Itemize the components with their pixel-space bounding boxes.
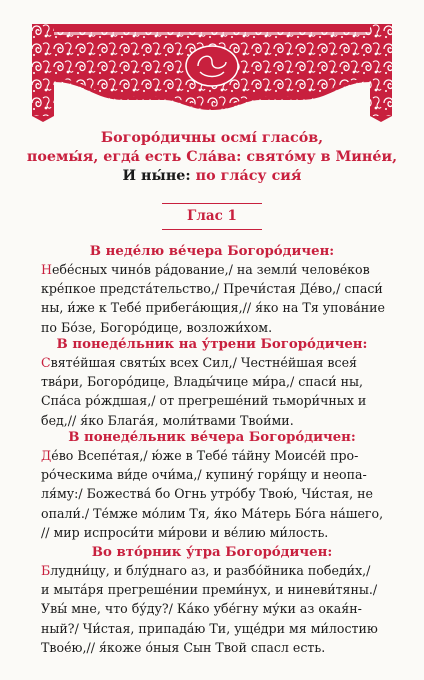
hymn-line: и мыта́ря прегреше́нии преми́нух, и ниневи́тяны./ (41, 582, 378, 598)
hymn-line: ный?/ Чи́стая, припада́ю Ти, уще́дри мя ми́лостию (41, 620, 378, 636)
hymn-tuesday-morning (41, 561, 397, 657)
hymn-line: ля́му:/ Божества́ бо Огнь утро́бу Твою́, Чи́стая, не (41, 486, 373, 502)
hymn-line: по Бо́зе, Богоро́дице, возложи́хом. (41, 319, 273, 335)
section-title-tuesday-morning: Во вто́рник у́тра Богоро́дичен: (91, 545, 333, 560)
initial-letter: Н (41, 262, 52, 277)
heading-line-2: поемы́я, егда́ есть Сла́ва: свято́му в Мине́и, (26, 149, 398, 165)
hymn-line: Де́во Всепе́тая,/ ю́же в Тебе́ та́йну Моисе́й про- (41, 448, 359, 463)
hymn-line: бед,// я́ко Блага́я, моли́твами Твои́ми. (41, 412, 294, 428)
ornament-headpiece (30, 22, 394, 122)
hymn-monday-matins (41, 353, 397, 430)
heading-line-3-rest: по гла́су сия́ (190, 168, 302, 184)
hymn-line: ны, и́же к Тебе́ прибега́ющия,// я́ко на Тя упова́ние (41, 300, 385, 316)
heading-line-3-prefix: И ны́не: (122, 168, 191, 184)
hymn-monday-evening (41, 446, 397, 542)
hymn-sunday-evening (41, 260, 397, 337)
hymn-line: Увы́ мне, что бу́ду?/ Ка́ко убе́гну му́ки аз окая́н- (41, 601, 362, 617)
initial-letter: Д (41, 448, 52, 463)
hymn-line: Святе́йшая святы́х всех Сил,/ Честне́йшая всея́ (41, 355, 357, 370)
heading-line-1: Богоро́дичны осмі́ гласо́в, (100, 130, 324, 146)
hymn-line: Спа́са ро́ждшая,/ от прегреше́ний тьмори́чных и (41, 393, 367, 409)
hymn-line: Небе́сных чино́в ра́дование,/ на земли́ челове́ков (41, 262, 370, 277)
hymn-line: кре́пкое предста́тельство,/ Пречи́стая Де́во,/ спаси́ (41, 281, 383, 297)
page-heading (20, 129, 404, 186)
heading-line-3 (20, 167, 404, 186)
hymn-line: Твое́ю,// я́коже о́ныя Сын Твой спасл есть. (41, 639, 326, 655)
hymn-line: опали́./ Те́мже мо́лим Тя, я́ко Ма́терь Бо́га на́шего, (41, 505, 384, 521)
initial-letter: Б (41, 563, 51, 578)
hymn-line: ро́ческима ви́де очи́ма,/ купину́ горя́щу и неопа- (41, 467, 367, 483)
hymn-line: Блудни́цу, и блу́днаго аз, и разбо́йника победи́х,/ (41, 563, 371, 578)
initial-letter: С (41, 355, 51, 370)
section-title-sunday-evening: В неде́лю ве́чера Богоро́дичен: (89, 244, 335, 259)
section-title-monday-evening: В понеде́льник ве́чера Богоро́дичен: (68, 430, 356, 445)
section-title-monday-matins: В понеде́льник на у́трени Богоро́дичен: (56, 337, 368, 352)
tone-label: Глас 1 (162, 203, 262, 230)
hymn-line: тва́ри, Богоро́дице, Влады́чице ми́ра,/ спаси́ ны, (41, 374, 364, 390)
hymn-line: // мир испроси́ти ми́рови и ве́лию ми́лость. (41, 524, 329, 540)
